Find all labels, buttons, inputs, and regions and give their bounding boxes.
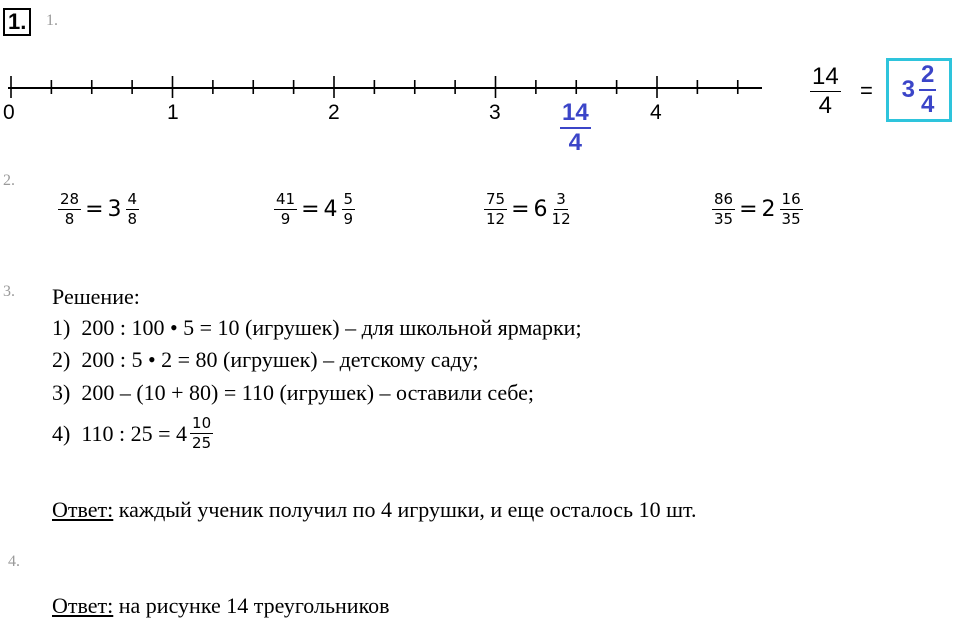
answer-3-text: каждый ученик получил по 4 игрушки, и еще осталось 10 шт. — [113, 497, 697, 522]
answer-4-text: на рисунке 14 треугольников — [113, 593, 390, 618]
mixed-number-box — [886, 58, 952, 122]
improper-fraction-numerator: 14 — [812, 63, 839, 90]
tick-label-0: 0 — [3, 101, 15, 124]
solution-step-3: 3) 200 – (10 + 80) = 110 (игрушек) – оставили себе; — [52, 380, 534, 405]
task-label-4: 4. — [8, 553, 20, 570]
solution-heading: Решение: — [52, 284, 140, 309]
improper-fraction — [810, 65, 841, 118]
mixed-numerator: 2 — [919, 63, 936, 91]
marked-point-fraction — [560, 101, 591, 155]
step-4-fraction: $\frac{10}{25}$ — [192, 414, 212, 452]
solution-step-4: 4) 110 : 25 = 4 $\frac{10}{25}$ — [52, 414, 212, 452]
tick-label-4: 4 — [650, 101, 662, 124]
marked-point-denominator: 4 — [568, 129, 583, 156]
conversion-1: $\frac{28}{8}$ = 3 $\frac{4}{8}$ — [60, 190, 138, 228]
answer-3 — [52, 494, 696, 525]
tick-label-1: 1 — [167, 101, 179, 124]
subtask-label-1: 1. — [46, 12, 58, 29]
answer-3-label: Ответ: — [52, 497, 114, 522]
tick-label-3: 3 — [489, 101, 501, 124]
task-label-2: 2. — [3, 172, 15, 189]
conversion-2: $\frac{41}{9}$ = 4 $\frac{5}{9}$ — [276, 190, 354, 228]
equals-sign: = — [860, 78, 873, 103]
task-number-box: 1. — [3, 8, 31, 36]
marked-point-numerator: 14 — [560, 101, 591, 129]
mixed-whole: 3 — [901, 76, 915, 103]
tick-label-2: 2 — [328, 101, 340, 124]
improper-fraction-denominator: 4 — [818, 92, 833, 119]
solution-step-1: 1) 200 : 100 • 5 = 10 (игрушек) – для школьной ярмарки; — [52, 315, 582, 340]
solution-step-2: 2) 200 : 5 • 2 = 80 (игрушек) – детскому саду; — [52, 347, 479, 372]
mixed-fraction — [919, 63, 936, 117]
answer-4-label: Ответ: — [52, 593, 114, 618]
mixed-denominator: 4 — [921, 91, 935, 118]
conversion-3: $\frac{75}{12}$ = 6 $\frac{3}{12}$ — [486, 190, 571, 228]
answer-4 — [52, 590, 390, 621]
number-line — [0, 70, 780, 110]
conversion-4: $\frac{86}{35}$ = 2 $\frac{16}{35}$ — [714, 190, 801, 228]
task-label-3: 3. — [3, 283, 15, 300]
